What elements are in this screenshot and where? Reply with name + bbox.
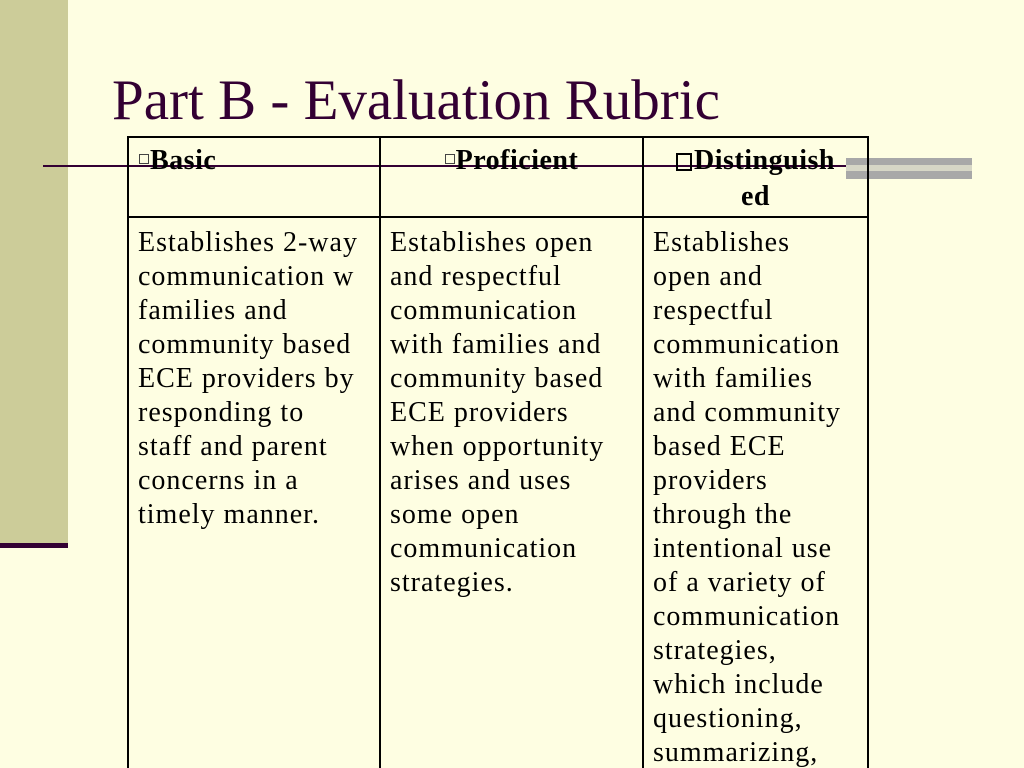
cell-basic: Establishes 2-way communication w families and community based ECE providers by responding to staff and parent concerns in a timely manner. — [128, 217, 380, 768]
header-label: Basic — [150, 145, 217, 176]
header-basic — [128, 137, 380, 217]
header-proficient — [380, 137, 643, 217]
table-row — [128, 217, 868, 768]
checkbox-icon — [445, 154, 455, 164]
cell-distinguished: Establishes open and respectful communication with families and community based ECE providers through the intentional use of a variety of communication strategies, which include questioning, summarizing, — [643, 217, 868, 768]
rubric-table — [127, 136, 869, 768]
left-accent-rule — [0, 543, 68, 548]
left-sidebar-band — [0, 0, 68, 544]
header-distinguished — [643, 137, 868, 217]
page-title: Part B - Evaluation Rubric — [112, 69, 720, 132]
cell-proficient: Establishes open and respectful communication with families and community based ECE providers when opportunity arises and uses some open communication strategies. — [380, 217, 643, 768]
table-header-row — [128, 137, 868, 217]
checkbox-icon — [676, 153, 692, 171]
header-label: Proficient — [455, 145, 579, 176]
header-label: Distinguish ed — [694, 145, 835, 212]
checkbox-icon — [139, 154, 149, 164]
